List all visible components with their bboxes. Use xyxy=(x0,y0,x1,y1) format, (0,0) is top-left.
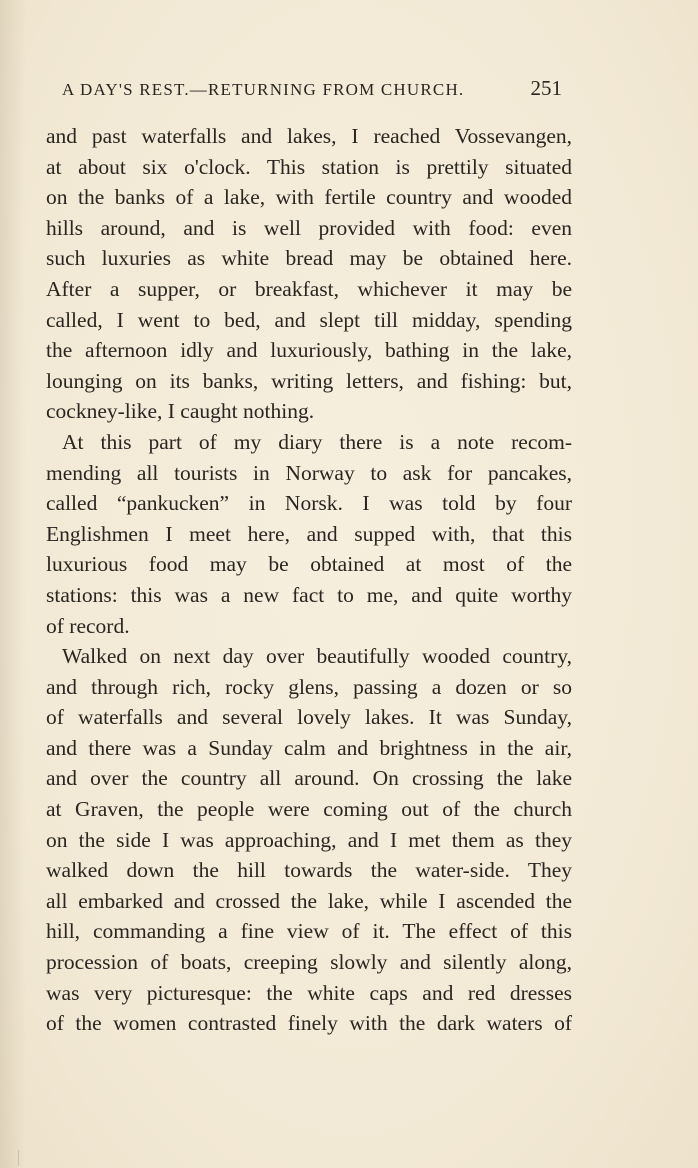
text-line: and through rich, rocky glens, passing a dozen or so xyxy=(46,674,572,699)
text-line: at about six o'clock. This station is prettily situated xyxy=(46,154,572,179)
text-line: on the side I was approaching, and I met them as they xyxy=(46,827,572,852)
text-line: all embarked and crossed the lake, while I ascended the xyxy=(46,888,572,913)
text-line: of the women contrasted finely with the dark waters of xyxy=(46,1011,572,1036)
text-line: of record. xyxy=(46,613,130,638)
text-line: procession of boats, creeping slowly and silently along, xyxy=(46,950,572,975)
text-line: Walked on next day over beautifully wooded country, xyxy=(62,644,572,669)
text-line: At this part of my diary there is a note recom- xyxy=(62,429,572,454)
text-line: hill, commanding a fine view of it. The effect of this xyxy=(46,919,572,944)
text-line: lounging on its banks, writing letters, and fishing: but, xyxy=(46,368,572,393)
text-line: at Graven, the people were coming out of the church xyxy=(46,797,572,822)
text-line: and there was a Sunday calm and brightness in the air, xyxy=(46,735,572,760)
text-line: was very picturesque: the white caps and red dresses xyxy=(46,980,572,1005)
gutter-shadow xyxy=(0,0,26,1168)
page-edge-mark xyxy=(18,1150,33,1166)
text-line: on the banks of a lake, with fertile country and wooded xyxy=(46,185,572,210)
text-line: and over the country all around. On crossing the lake xyxy=(46,766,572,791)
running-head-title: A DAY'S REST.—RETURNING FROM CHURCH. xyxy=(62,80,465,99)
text-line: called, I went to bed, and slept till midday, spending xyxy=(46,307,572,332)
body-text xyxy=(46,121,572,1039)
text-line: mending all tourists in Norway to ask for pancakes, xyxy=(46,460,572,485)
running-head xyxy=(62,76,562,106)
text-line: and past waterfalls and lakes, I reached Vossevangen, xyxy=(46,124,572,148)
text-line: of waterfalls and several lovely lakes. It was Sunday, xyxy=(46,705,572,730)
text-line: luxurious food may be obtained at most of the xyxy=(46,552,572,577)
text-line: Englishmen I meet here, and supped with, that this xyxy=(46,521,572,546)
page-number: 251 xyxy=(530,76,562,100)
text-line: called “pankucken” in Norsk. I was told by four xyxy=(46,491,572,516)
text-line: stations: this was a new fact to me, and quite worthy xyxy=(46,582,572,607)
text-line: hills around, and is well provided with food: even xyxy=(46,215,572,240)
text-line: walked down the hill towards the water-side. They xyxy=(46,858,572,883)
text-line: the afternoon idly and luxuriously, bathing in the lake, xyxy=(46,338,572,363)
text-line: such luxuries as white bread may be obtained here. xyxy=(46,246,572,271)
text-line: After a supper, or breakfast, whichever it may be xyxy=(46,276,572,301)
text-line: cockney-like, I caught nothing. xyxy=(46,399,315,424)
